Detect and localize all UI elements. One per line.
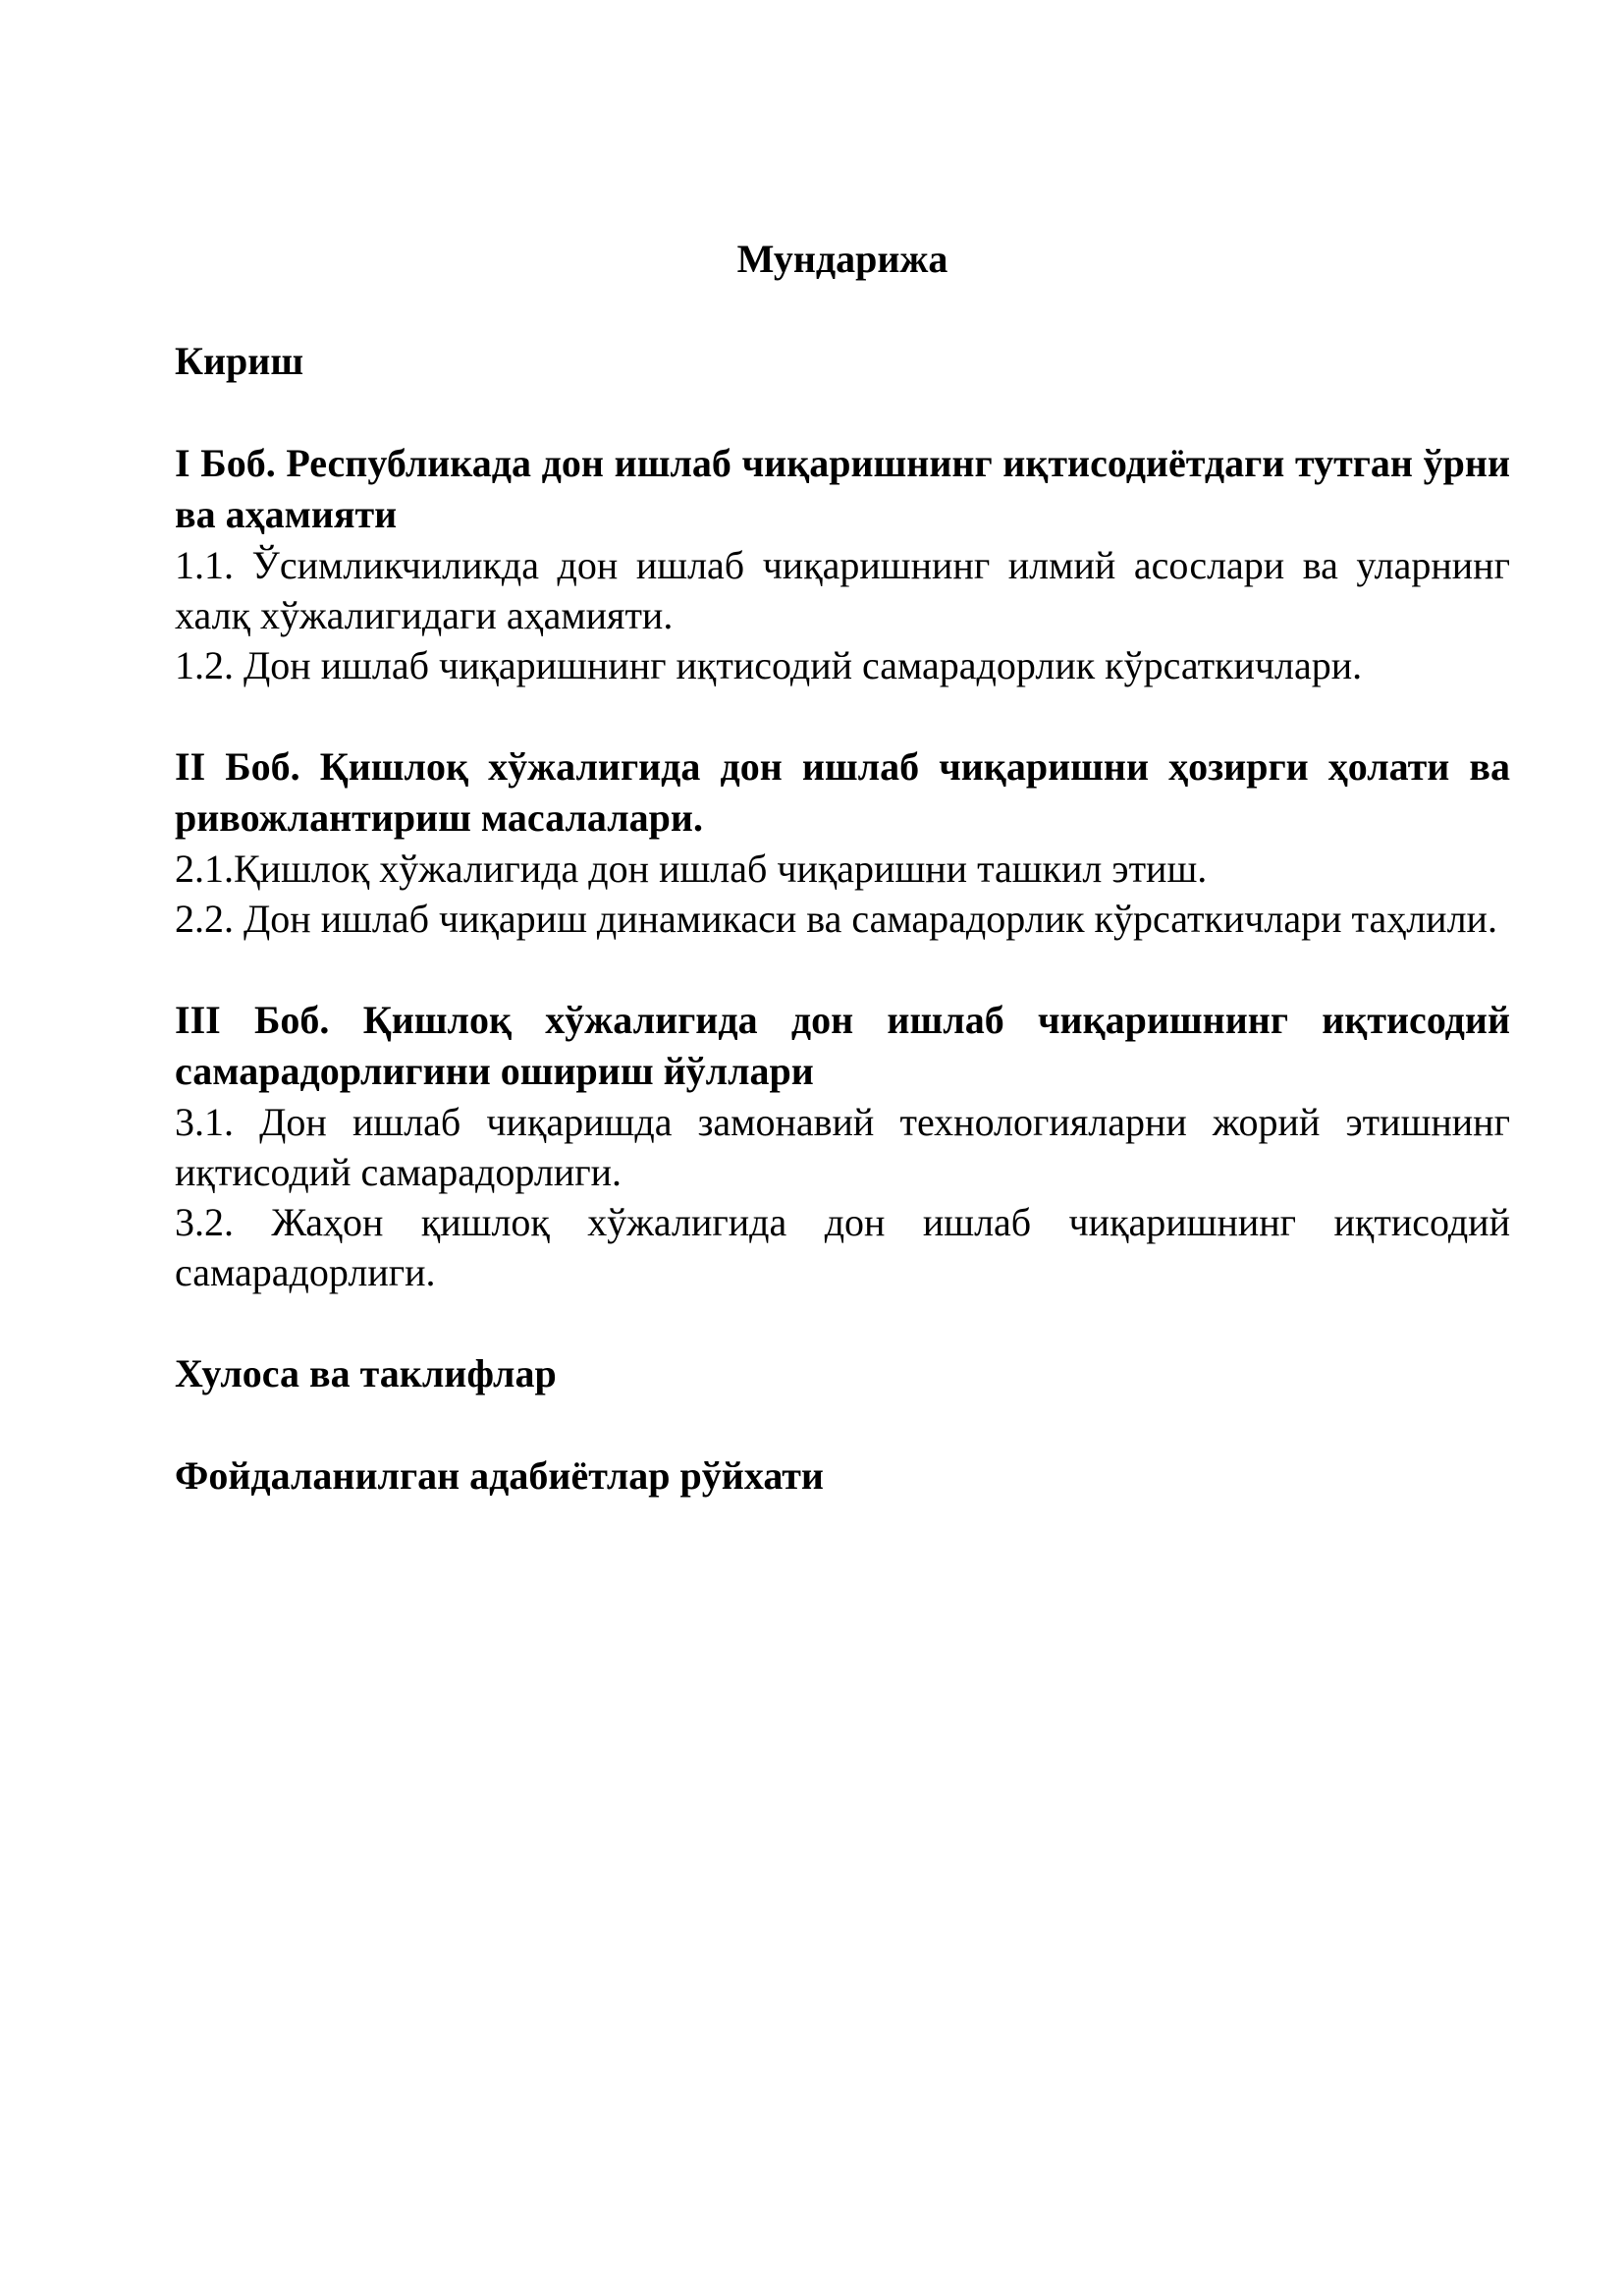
chapter-heading: I Боб. Республикада дон ишлаб чиқаришнинг иқтисодиётдаги тутган ўрни ва аҳамияти [175, 441, 1510, 536]
section-item: 1.2. Дон ишлаб чиқаришнинг иқтисодий самарадорлик кўрсаткичлари. [175, 643, 1363, 687]
chapter-3 [175, 995, 1510, 1297]
intro-heading: Кириш [175, 339, 304, 383]
conclusion-heading: Хулоса ва таклифлар [175, 1351, 557, 1395]
section-item: 3.1. Дон ишлаб чиқаришда замонавий технологияларни жорий этишнинг иқтисодий самарадорлиги. [175, 1100, 1510, 1194]
section-item: 2.2. Дон ишлаб чиқариш динамикаси ва самарадорлик кўрсаткичлари таҳлили. [175, 897, 1497, 941]
section-item: 2.1.Қишлоқ хўжалигида дон ишлаб чиқаришни ташкил этиш. [175, 847, 1208, 891]
chapter-2 [175, 741, 1510, 944]
section-item: 3.2. Жаҳон қишлоқ хўжалигида дон ишлаб чиқаришнинг иқтисодий самарадорлиги. [175, 1200, 1510, 1294]
chapter-heading: III Боб. Қишлоқ хўжалигида дон ишлаб чиқаришнинг иқтисодий самарадорлигини ошириш йўллари [175, 998, 1510, 1093]
document-page [175, 234, 1510, 1502]
page-title: Мундарижа [736, 237, 948, 281]
chapter-heading: II Боб. Қишлоқ хўжалигида дон ишлаб чиқаришни ҳозирги ҳолати ва ривожлантириш масалалари. [175, 744, 1510, 840]
chapter-1 [175, 438, 1510, 690]
section-item: 1.1. Ўсимликчиликда дон ишлаб чиқаришнинг илмий асослари ва уларнинг халқ хўжалигидаги аҳамияти. [175, 543, 1510, 637]
references-heading: Фойдаланилган адабиётлар рўйхати [175, 1453, 824, 1498]
